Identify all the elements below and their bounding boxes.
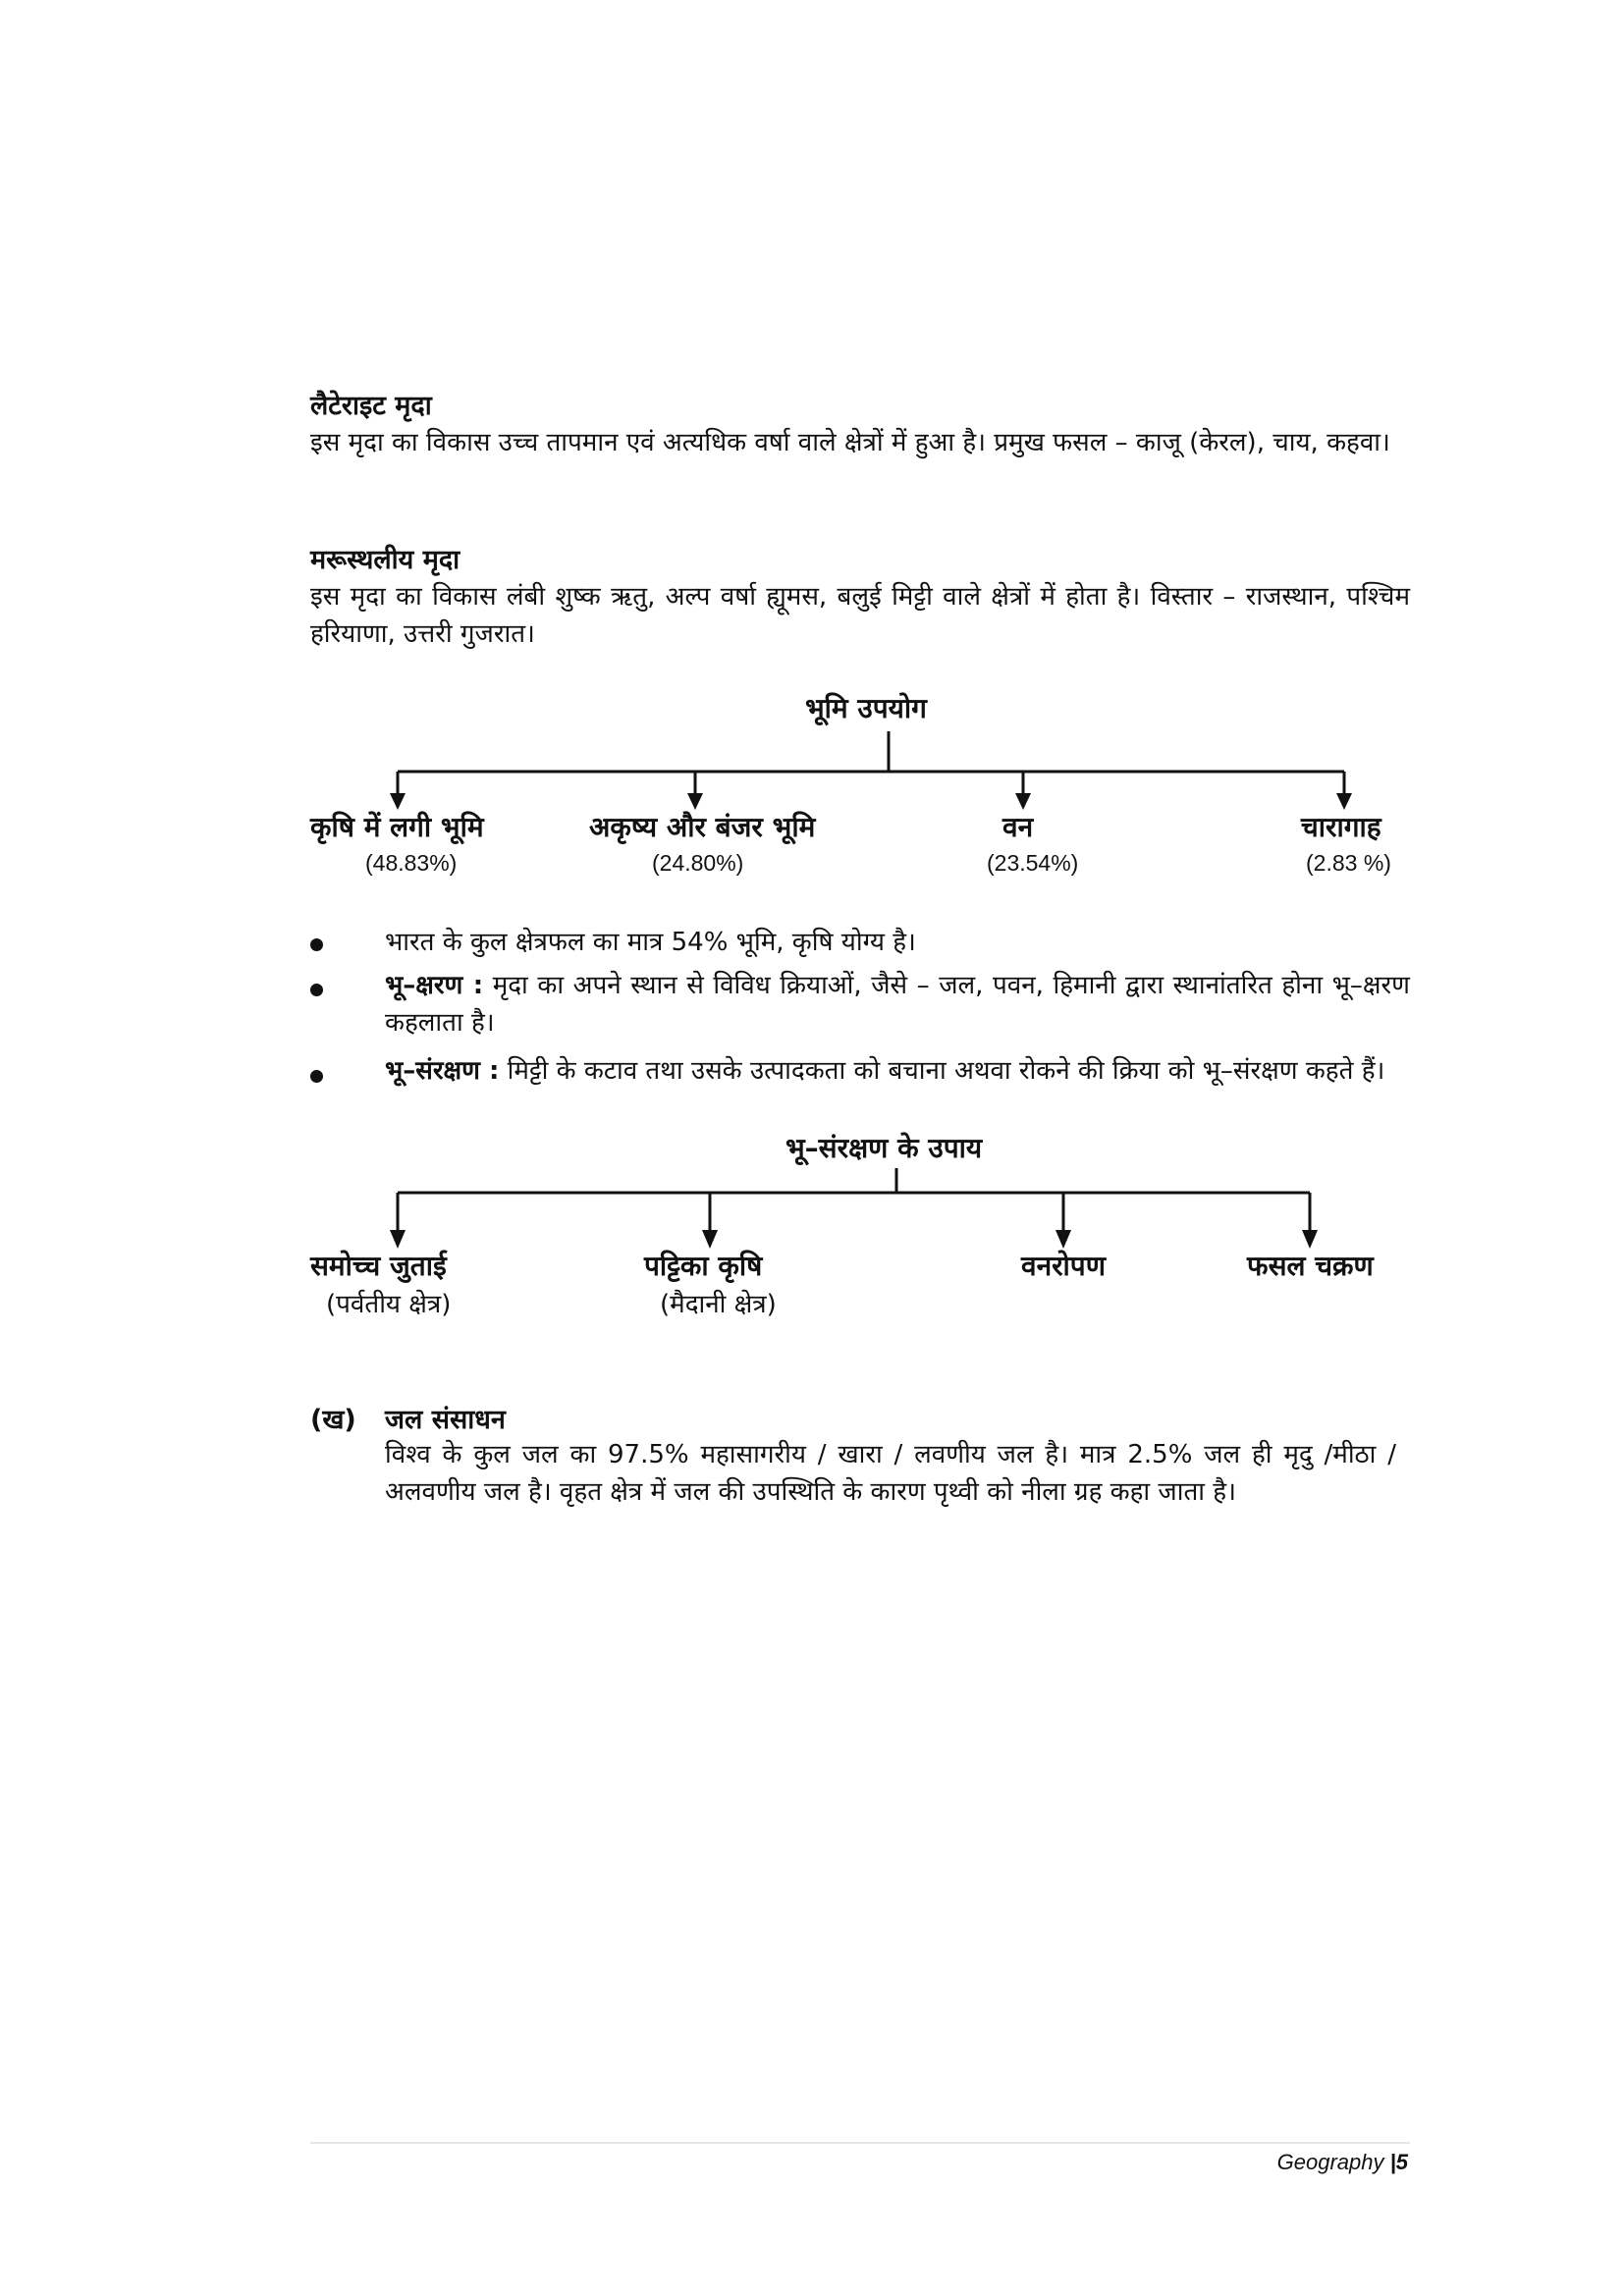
land-use-agriculture-label: कृषि में लगी भूमि — [310, 811, 484, 843]
page-footer — [1277, 2150, 1408, 2175]
water-heading: जल संसाधन — [385, 1405, 506, 1435]
conservation-crop-rotation-label: फसल चक्रण — [1247, 1250, 1374, 1282]
bullet-term: भू–संरक्षण : — [385, 1056, 500, 1086]
bullet-text: मिट्टी के कटाव तथा उसके उत्पादकता को बचाना अथवा रोकने की क्रिया को भू–संरक्षण कहते हैं। — [507, 1056, 1385, 1086]
land-use-pasture-value: (2.83 %) — [1306, 850, 1391, 876]
land-use-forest-value: (23.54%) — [987, 850, 1079, 876]
conservation-strip-farming-label: पट्टिका कृषि — [644, 1250, 763, 1282]
land-use-barren-value: (24.80%) — [652, 850, 744, 876]
bullet-text: भारत के कुल क्षेत्रफल का मात्र 54% भूमि, कृषि योग्य है। — [385, 928, 916, 957]
desert-heading: मरूस्थलीय मृदा — [310, 545, 460, 575]
laterite-paragraph: इस मृदा का विकास उच्च तापमान एवं अत्यधिक वर्षा वाले क्षेत्रों में हुआ है। प्रमुख फसल – काजू (केरल), चाय, कहवा। — [310, 428, 1390, 457]
conservation-title: भू–संरक्षण के उपाय — [785, 1132, 983, 1164]
land-use-title: भूमि उपयोग — [805, 692, 927, 724]
conservation-contour-ploughing-label: समोच्च जुताई — [310, 1250, 447, 1282]
water-paragraph: विश्व के कुल जल का 97.5% महासागरीय / खारा / लवणीय जल है। मात्र 2.5% जल ही मृदु /मीठा / अलवणीय जल है। वृहत क्षेत्र में जल की उपस्थिति के कारण पृथ्वी को नीला ग्रह कहा जाता है। — [385, 1440, 1396, 1507]
footer-subject: Geography — [1276, 2150, 1384, 2174]
footer-divider — [310, 2142, 1410, 2144]
conservation-afforestation-label: वनरोपण — [1021, 1250, 1106, 1282]
desert-paragraph: इस मृदा का विकास लंबी शुष्क ऋतु, अल्प वर्षा ह्यूमस, बलुई मिट्टी वाले क्षेत्रों में होता है। विस्तार – राजस्थान, पश्चिम हरियाणा, उत्तरी गुजरात। — [310, 582, 1410, 649]
conservation-strip-farming-region: (मैदानी क्षेत्र) — [660, 1290, 777, 1319]
land-use-forest-label: वन — [1002, 811, 1034, 843]
land-use-barren-label: अकृष्य और बंजर भूमि — [589, 811, 816, 843]
laterite-heading: लैटेराइट मृदा — [310, 391, 432, 421]
bullet-text: मृदा का अपने स्थान से विविध क्रियाओं, जैसे – जल, पवन, हिमानी द्वारा स्थानांतरित होना भू–क्षरण कहलाता है। — [385, 971, 1410, 1038]
page-number: |5 — [1389, 2150, 1408, 2174]
water-section-marker: (ख) — [310, 1405, 356, 1435]
bullet-term: भू–क्षरण : — [385, 971, 484, 1000]
land-use-pasture-label: चारागाह — [1301, 811, 1381, 843]
land-use-agriculture-value: (48.83%) — [365, 850, 458, 876]
conservation-contour-ploughing-region: (पर्वतीय क्षेत्र) — [326, 1290, 452, 1319]
